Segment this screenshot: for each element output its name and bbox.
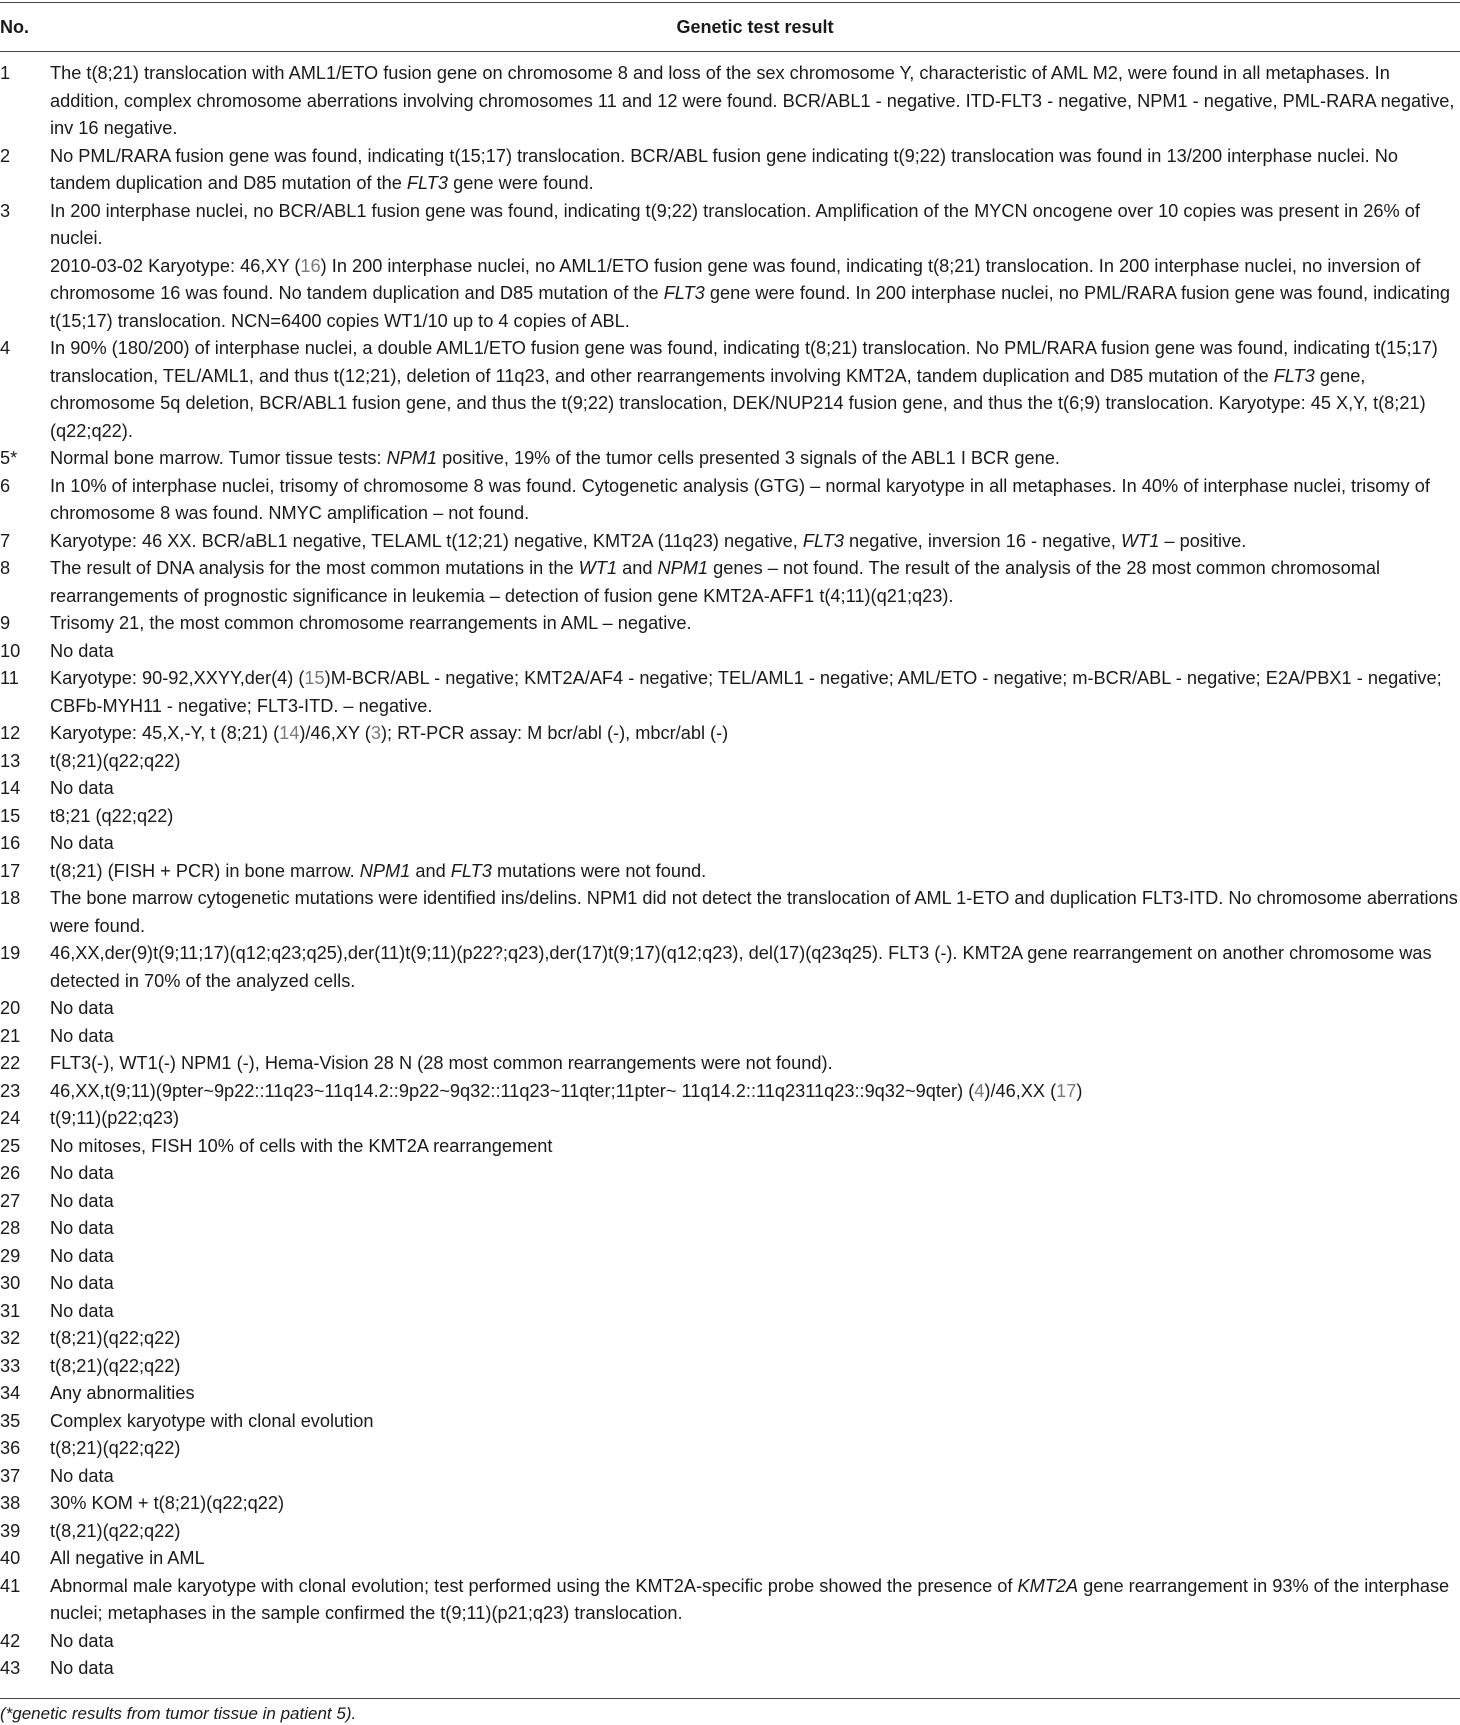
result-text: t(8;21)(q22;q22): [50, 1328, 181, 1348]
table-row: [0, 528, 1460, 556]
row-result: [50, 940, 1460, 995]
table-row: [0, 720, 1460, 748]
table-row: [0, 1078, 1460, 1106]
result-text: genes – not found. The result of the analysis of the 28 most common chromosomal rearrangements of prognostic significance in leukemia – detection of fusion gene KMT2A-AFF1 t(4;11)(q21;q23).: [50, 558, 1381, 606]
result-text: gene were found.: [448, 173, 594, 193]
row-number: 14: [0, 778, 21, 798]
result-text: No data: [50, 1245, 114, 1266]
result-text: No data: [50, 998, 114, 1018]
gene-name: FLT3: [663, 283, 705, 303]
result-text: t(8,21)(q22;q22): [50, 1520, 181, 1541]
row-result: [50, 1160, 1460, 1188]
result-text: – positive.: [1159, 530, 1247, 551]
row-result: [50, 335, 1460, 445]
result-text: t(8;21)(q22;q22): [50, 1438, 181, 1458]
row-number: 26: [0, 1163, 21, 1183]
row-number: 37: [0, 1465, 21, 1486]
table-row: [0, 638, 1460, 666]
row-number: 15: [0, 805, 21, 826]
row-result: [50, 473, 1460, 528]
row-result: [50, 1545, 1460, 1573]
row-number: 36: [0, 1438, 21, 1458]
row-number: 23: [0, 1080, 21, 1101]
result-text: Normal bone marrow. Tumor tissue tests:: [50, 448, 387, 468]
result-text: gene, chromosome 5q deletion, BCR/ABL1 fusion gene, and thus the t(9;22) translocation, DEK/NUP214 fusion gene, and thus the t(6;9) translocation. Karyotype: 45 X,Y, t(8;21)(q22;q22).: [50, 365, 1426, 441]
row-result: [50, 803, 1460, 831]
row-number: 5*: [0, 448, 18, 468]
row-number: 9: [0, 613, 11, 633]
row-number: 39: [0, 1520, 21, 1541]
row-result: [50, 665, 1460, 720]
row-number: 2: [0, 145, 11, 166]
row-number: 32: [0, 1328, 21, 1348]
row-number: 6: [0, 475, 11, 496]
row-number: 27: [0, 1190, 21, 1211]
table-row: [0, 610, 1460, 638]
table-row: [0, 1628, 1460, 1656]
table-row: [0, 858, 1460, 886]
reference-citation: 4: [974, 1080, 985, 1101]
row-result: [50, 638, 1460, 666]
result-text: gene rearrangement in 93% of the interphase nuclei; metaphases in the sample confirmed the t(9;11)(p21;q23) translocation.: [50, 1575, 1450, 1623]
row-result: [50, 1133, 1460, 1161]
result-text: No mitoses, FISH 10% of cells with the KMT2A rearrangement: [50, 1135, 553, 1156]
row-number: 11: [0, 668, 19, 688]
result-text: t8;21 (q22;q22): [50, 805, 174, 826]
row-result: [50, 610, 1460, 638]
table-row: [0, 1215, 1460, 1243]
bottom-rule: [0, 1698, 1460, 1699]
result-text: No data: [50, 1163, 114, 1183]
result-text: No data: [50, 833, 114, 853]
result-text: 2010-03-02 Karyotype: 46,XY (: [50, 255, 301, 276]
row-number: 13: [0, 750, 21, 771]
row-result: [50, 1325, 1460, 1353]
table-row: [0, 1408, 1460, 1436]
row-number: 38: [0, 1493, 21, 1513]
table-row: [0, 143, 1460, 198]
header-no: No.: [0, 17, 29, 37]
row-result: [50, 720, 1460, 748]
result-text: All negative in AML: [50, 1548, 205, 1568]
table-row: [0, 1518, 1460, 1546]
reference-citation: 16: [300, 255, 321, 276]
table-row: [0, 1545, 1460, 1573]
row-result: [50, 1655, 1460, 1683]
result-text: ) In 200 interphase nuclei, no AML1/ETO fusion gene was found, indicating t(8;21) translocation. In 200 interphase nuclei, no inversion of chromosome 16 was found. No tandem duplication and D85 mutation of the: [50, 255, 1421, 303]
result-text: The t(8;21) translocation with AML1/ETO fusion gene on chromosome 8 and loss of the sex chromosome Y, characteristic of AML M2, were found in all metaphases. In addition, complex chromosome aberrations involving chromosomes 11 and 12 were found. BCR/ABL1 - negative. ITD-FLT3 - negative, NPM1 - negative, PML-RARA negative, inv 16 negative.: [50, 63, 1455, 138]
row-result: [50, 1188, 1460, 1216]
gene-name: WT1: [1120, 530, 1160, 551]
row-result: [50, 1573, 1460, 1628]
gene-name: KMT2A: [1017, 1575, 1079, 1596]
table-row: [0, 940, 1460, 995]
table-row: [0, 1463, 1460, 1491]
row-number: 7: [0, 530, 11, 551]
row-number: 10: [0, 640, 21, 661]
table-row: [0, 1023, 1460, 1051]
table-row: [0, 1380, 1460, 1408]
result-text: 30% KOM + t(8;21)(q22;q22): [50, 1493, 285, 1513]
result-text: FLT3(-), WT1(-) NPM1 (-), Hema-Vision 28 N (28 most common rearrangements were not found).: [50, 1053, 833, 1073]
reference-citation: 15: [304, 668, 325, 688]
reference-citation: 17: [1056, 1080, 1077, 1101]
table-row: [0, 1573, 1460, 1628]
table-row: [0, 1133, 1460, 1161]
gene-name: FLT3: [406, 173, 449, 193]
result-text: No data: [50, 1190, 114, 1211]
gene-name: NPM1: [359, 860, 411, 881]
result-text: t(8;21)(q22;q22): [50, 1355, 181, 1376]
gene-name: FLT3: [1273, 365, 1315, 386]
results-table: [0, 60, 1460, 1683]
result-text: No data: [50, 1465, 114, 1486]
row-number: 30: [0, 1273, 21, 1293]
row-number: 1: [0, 63, 11, 83]
row-number: 8: [0, 558, 11, 578]
row-number: 19: [0, 943, 21, 963]
result-text: t(8;21)(q22;q22): [50, 750, 181, 771]
row-result: [50, 1298, 1460, 1326]
row-number: 42: [0, 1630, 21, 1651]
result-text: and: [410, 860, 451, 881]
row-number: 35: [0, 1410, 21, 1431]
result-text: ): [1076, 1080, 1083, 1101]
result-text: Any abnormalities: [50, 1383, 195, 1403]
gene-name: WT1: [578, 558, 618, 578]
row-result: [50, 445, 1460, 473]
result-text: No data: [50, 1300, 114, 1321]
table-row: [0, 1188, 1460, 1216]
row-number: 20: [0, 998, 21, 1018]
result-text: t(8;21) (FISH + PCR) in bone marrow.: [50, 860, 360, 881]
table-row: [0, 1325, 1460, 1353]
result-text: )M-BCR/ABL - negative; KMT2A/AF4 - negative; TEL/AML1 - negative; AML/ETO - negative; m-BCR/ABL - negative; E2A/PBX1 - negative; CBFb-MYH11 - negative; FLT3-ITD. – negative.: [50, 668, 1442, 716]
top-rule: [0, 2, 1460, 3]
row-number: 24: [0, 1108, 21, 1128]
row-number: 12: [0, 723, 21, 743]
table-row: [0, 1353, 1460, 1381]
row-number: 31: [0, 1300, 21, 1321]
row-number: 22: [0, 1053, 21, 1073]
row-number: 34: [0, 1383, 21, 1403]
row-result: [50, 1518, 1460, 1546]
result-text: and: [617, 558, 658, 578]
result-text: Abnormal male karyotype with clonal evolution; test performed using the KMT2A-specific probe showed the presence of: [50, 1575, 1018, 1596]
table-row: [0, 665, 1460, 720]
row-result: [50, 995, 1460, 1023]
row-result: [50, 1270, 1460, 1298]
result-text: No data: [50, 1658, 114, 1678]
gene-name: NPM1: [657, 558, 709, 578]
row-number: 4: [0, 338, 11, 358]
table-row: [0, 1243, 1460, 1271]
result-text: No data: [50, 778, 114, 798]
result-text: gene were found. In 200 interphase nuclei, no PML/RARA fusion gene was found, indicating t(15;17) translocation. NCN=6400 copies WT1/10 up to 4 copies of ABL.: [50, 283, 1450, 331]
reference-citation: 14: [279, 723, 300, 743]
result-text: In 90% (180/200) of interphase nuclei, a double AML1/ETO fusion gene was found, indicating t(8;21) translocation. No PML/RARA fusion gene was found, indicating t(15;17) translocation, TEL/AML1, and thus t(12;21), deletion of 11q23, and other rearrangements involving KMT2A, tandem duplication and D85 mutation of the: [50, 338, 1438, 386]
result-text: No data: [50, 1025, 114, 1046]
row-result: [50, 1023, 1460, 1051]
table-row: [0, 748, 1460, 776]
table-row: [0, 885, 1460, 940]
table-row: [0, 830, 1460, 858]
row-number: 33: [0, 1355, 21, 1376]
row-result: [50, 253, 1460, 336]
table-row: [0, 60, 1460, 143]
table-row: [0, 253, 1460, 336]
result-text: The bone marrow cytogenetic mutations were identified ins/delins. NPM1 did not detect the translocation of AML 1-ETO and duplication FLT3-ITD. No chromosome aberrations were found.: [50, 888, 1458, 936]
row-result: [50, 1105, 1460, 1133]
table-row: [0, 473, 1460, 528]
table-row: [0, 1160, 1460, 1188]
row-number: 28: [0, 1218, 21, 1238]
result-text: Trisomy 21, the most common chromosome rearrangements in AML – negative.: [50, 613, 692, 633]
result-text: The result of DNA analysis for the most common mutations in the: [50, 558, 579, 578]
results-table-body: [0, 60, 1460, 1683]
result-text: t(9;11)(p22;q23): [50, 1108, 180, 1128]
row-result: [50, 1215, 1460, 1243]
row-result: [50, 1078, 1460, 1106]
table-row: [0, 555, 1460, 610]
table-row: [0, 803, 1460, 831]
gene-name: FLT3: [802, 530, 844, 551]
result-text: In 10% of interphase nuclei, trisomy of chromosome 8 was found. Cytogenetic analysis (GTG) – normal karyotype in all metaphases. In 40% of interphase nuclei, trisomy of chromosome 8 was found. NMYC amplification – not found.: [50, 475, 1430, 523]
reference-citation: 3: [370, 723, 381, 743]
result-text: In 200 interphase nuclei, no BCR/ABL1 fusion gene was found, indicating t(9;22) translocation. Amplification of the MYCN oncogene over 10 copies was present in 26% of nuclei.: [50, 200, 1420, 248]
row-result: [50, 1243, 1460, 1271]
row-number: [0, 253, 50, 336]
row-result: [50, 1408, 1460, 1436]
result-text: Karyotype: 90-92,XXYY,der(4) (: [50, 668, 305, 688]
result-text: 46,XX,der(9)t(9;11;17)(q12;q23;q25),der(11)t(9;11)(p22?;q23),der(17)t(9;17)(q12;q23), del(17)(q23q25). FLT3 (-). KMT2A gene rearrangement on another chromosome was detected in 70% of the analyzed cells.: [50, 943, 1432, 991]
row-result: [50, 1463, 1460, 1491]
table-header: [0, 12, 1460, 42]
result-text: Complex karyotype with clonal evolution: [50, 1410, 374, 1431]
row-result: [50, 143, 1460, 198]
row-number: 25: [0, 1135, 21, 1156]
result-text: )/46,XX (: [984, 1080, 1057, 1101]
row-result: [50, 1490, 1460, 1518]
table-row: [0, 198, 1460, 253]
table-row: [0, 1050, 1460, 1078]
result-text: ); RT-PCR assay: M bcr/abl (-), mbcr/abl (-): [380, 723, 729, 743]
result-text: No data: [50, 1218, 114, 1238]
row-number: 29: [0, 1245, 21, 1266]
row-result: [50, 198, 1460, 253]
table-row: [0, 1105, 1460, 1133]
row-result: [50, 885, 1460, 940]
row-result: [50, 528, 1460, 556]
result-text: negative, inversion 16 - negative,: [843, 530, 1121, 551]
row-result: [50, 748, 1460, 776]
row-number: 41: [0, 1575, 21, 1596]
row-number: 21: [0, 1025, 21, 1046]
table-row: [0, 445, 1460, 473]
row-result: [50, 775, 1460, 803]
table-row: [0, 1655, 1460, 1683]
result-text: mutations were not found.: [491, 860, 707, 881]
row-number: 18: [0, 888, 21, 908]
row-result: [50, 1380, 1460, 1408]
row-result: [50, 830, 1460, 858]
row-number: 16: [0, 833, 21, 853]
table-row: [0, 995, 1460, 1023]
result-text: No data: [50, 1630, 114, 1651]
result-text: No data: [50, 1273, 114, 1293]
gene-name: NPM1: [386, 448, 438, 468]
header-result: Genetic test result: [676, 17, 834, 37]
row-result: [50, 1353, 1460, 1381]
row-result: [50, 858, 1460, 886]
row-number: 40: [0, 1548, 21, 1568]
result-text: 46,XX,t(9;11)(9pter~9p22::11q23~11q14.2::9p22~9q32::11q23~11qter;11pter~ 11q14.2::11q2311q23::9q32~9qter) (: [50, 1080, 975, 1101]
row-result: [50, 1435, 1460, 1463]
row-result: [50, 60, 1460, 143]
footnote: (*genetic results from tumor tissue in patient 5).: [0, 1704, 357, 1723]
row-number: 17: [0, 860, 21, 881]
table-row: [0, 1490, 1460, 1518]
result-text: Karyotype: 45,X,-Y, t (8;21) (: [50, 723, 280, 743]
result-text: )/46,XY (: [299, 723, 371, 743]
row-number: 3: [0, 200, 11, 221]
row-result: [50, 1628, 1460, 1656]
gene-name: FLT3: [450, 860, 492, 881]
result-text: positive, 19% of the tumor cells presented 3 signals of the ABL1 I BCR gene.: [437, 448, 1060, 468]
table-row: [0, 1298, 1460, 1326]
row-result: [50, 555, 1460, 610]
table-row: [0, 1270, 1460, 1298]
table-row: [0, 335, 1460, 445]
result-text: No PML/RARA fusion gene was found, indicating t(15;17) translocation. BCR/ABL fusion gene indicating t(9;22) translocation was found in 13/200 interphase nuclei. No tandem duplication and D85 mutation of the: [50, 145, 1399, 193]
table-row: [0, 1435, 1460, 1463]
result-text: No data: [50, 640, 114, 661]
row-number: 43: [0, 1658, 21, 1678]
table-row: [0, 775, 1460, 803]
result-text: Karyotype: 46 XX. BCR/aBL1 negative, TELAML t(12;21) negative, KMT2A (11q23) negative,: [50, 530, 803, 551]
row-result: [50, 1050, 1460, 1078]
header-rule: [0, 51, 1460, 52]
